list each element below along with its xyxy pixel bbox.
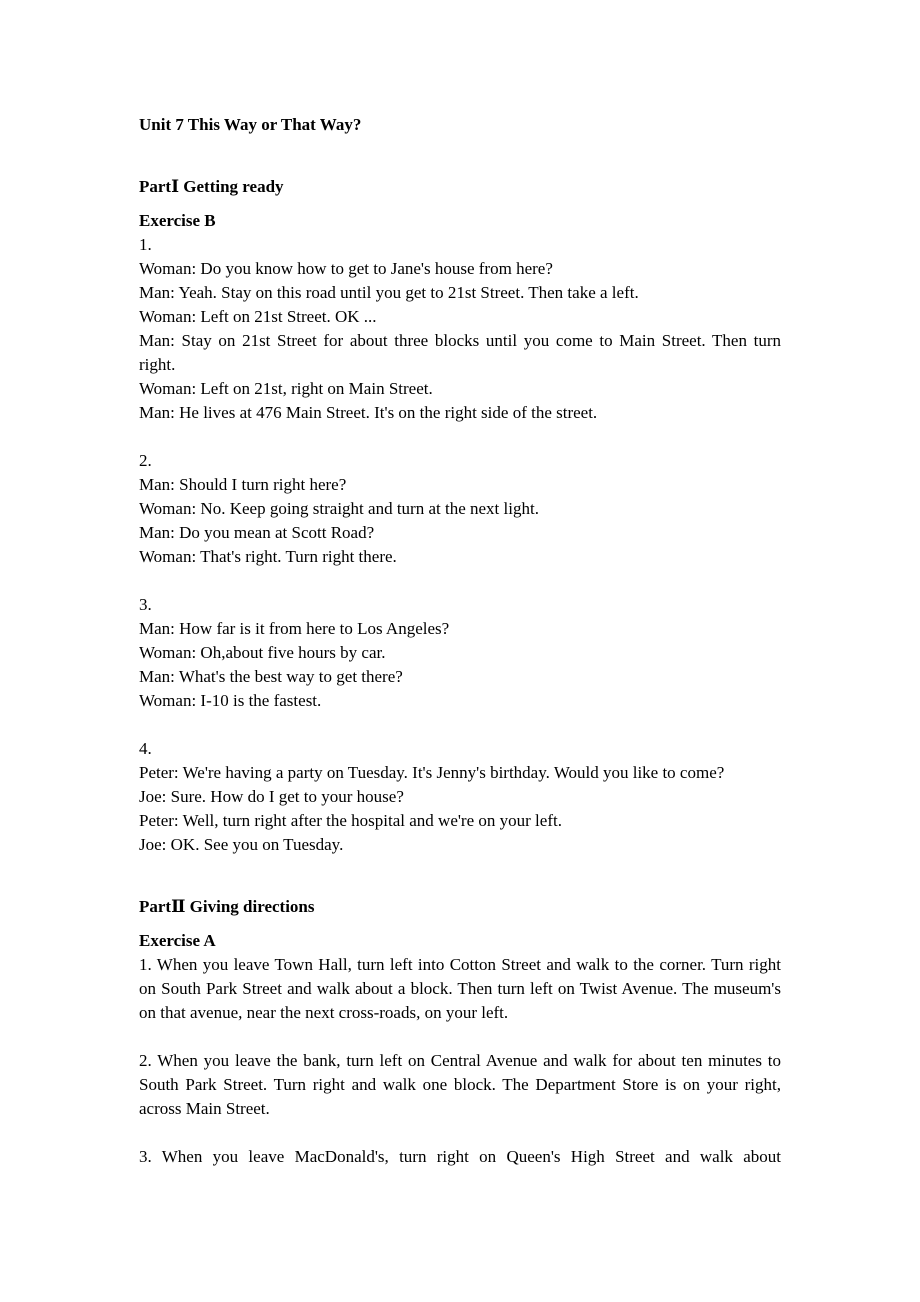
dialog-line: Woman: I-10 is the fastest.: [139, 691, 322, 710]
dialog-line: Man: Yeah. Stay on this road until you get to 21st Street. Then take a left.: [139, 283, 639, 302]
dialog-line: Woman: Left on 21st, right on Main Street.: [139, 379, 433, 398]
spacer: [139, 569, 781, 593]
dialog-number: 4.: [139, 739, 152, 758]
dialog-line: Peter: We're having a party on Tuesday. It's Jenny's birthday. Would you like to come?: [139, 763, 725, 782]
part1-heading: PartⅠ Getting ready: [139, 177, 284, 196]
dialog-line: Man: Should I turn right here?: [139, 475, 347, 494]
dialog-line: Joe: OK. See you on Tuesday.: [139, 835, 344, 854]
dialog-number: 3.: [139, 595, 152, 614]
dialog-line: Man: Stay on 21st Street for about three blocks until you come to Main Street. Then turn right.: [139, 331, 781, 374]
dialog-line: Woman: That's right. Turn right there.: [139, 547, 397, 566]
dialog-line: Woman: No. Keep going straight and turn at the next light.: [139, 499, 539, 518]
spacer: [139, 1121, 781, 1145]
dialog-line: Joe: Sure. How do I get to your house?: [139, 787, 404, 806]
dialog-line: Peter: Well, turn right after the hospital and we're on your left.: [139, 811, 562, 830]
spacer: [139, 199, 781, 209]
part2-exercise-heading: Exercise A: [139, 931, 216, 950]
dialog-line: Man: Do you mean at Scott Road?: [139, 523, 375, 542]
part1-exercise-heading: Exercise B: [139, 211, 216, 230]
dialog-line: Man: What's the best way to get there?: [139, 667, 403, 686]
spacer: [139, 425, 781, 449]
spacer: [139, 1025, 781, 1049]
direction-paragraph: 2. When you leave the bank, turn left on Central Avenue and walk for about ten minutes to South Park Street. Turn right and walk one block. The Department Store is on your right, across Main Street.: [139, 1051, 781, 1118]
direction-paragraph: 1. When you leave Town Hall, turn left into Cotton Street and walk to the corner. Turn right on South Park Street and walk about a block. Then turn left on Twist Avenue. The museum's on that avenue, near the next cross-roads, on your left.: [139, 955, 781, 1022]
spacer: [139, 857, 781, 895]
dialog-line: Man: He lives at 476 Main Street. It's on the right side of the street.: [139, 403, 598, 422]
unit-title: Unit 7 This Way or That Way?: [139, 115, 362, 134]
spacer: [139, 713, 781, 737]
spacer: [139, 919, 781, 929]
dialog-line: Man: How far is it from here to Los Angeles?: [139, 619, 450, 638]
dialog-line: Woman: Left on 21st Street. OK ...: [139, 307, 377, 326]
part2-heading: PartⅡ Giving directions: [139, 897, 315, 916]
dialog-line: Woman: Oh,about five hours by car.: [139, 643, 386, 662]
document-page: [139, 113, 781, 1169]
dialog-number: 2.: [139, 451, 152, 470]
direction-paragraph: 3. When you leave MacDonald's, turn right on Queen's High Street and walk about: [139, 1147, 781, 1166]
dialog-line: Woman: Do you know how to get to Jane's house from here?: [139, 259, 553, 278]
dialog-number: 1.: [139, 235, 152, 254]
spacer: [139, 137, 781, 175]
